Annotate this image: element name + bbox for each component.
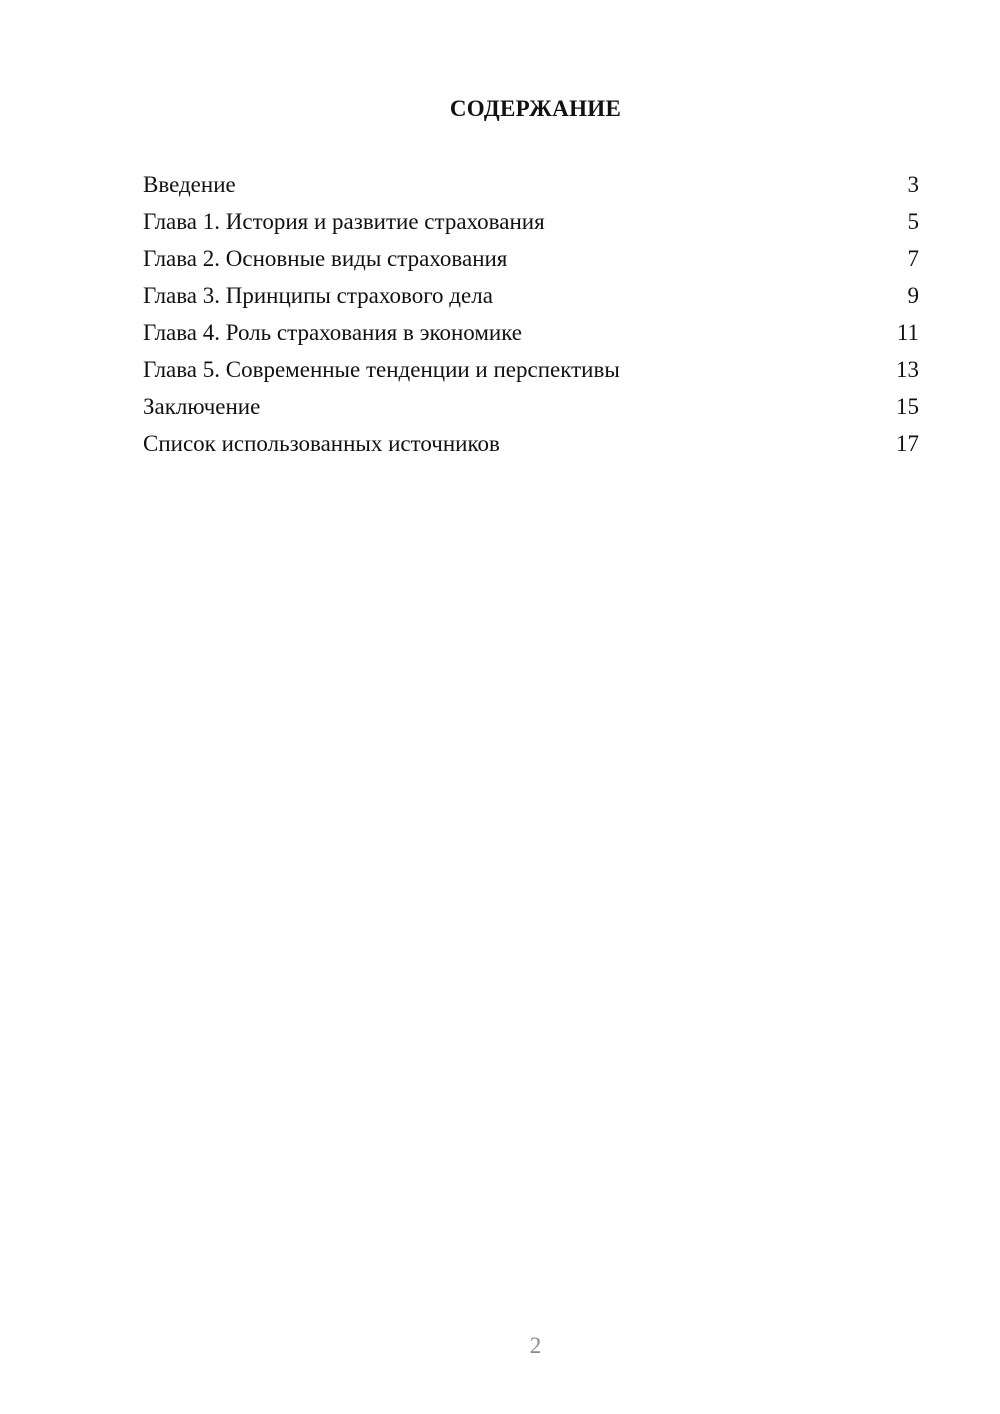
toc-entry-chapter-2 bbox=[143, 245, 919, 282]
page-number: 2 bbox=[529, 1333, 542, 1358]
toc-entry-label: Глава 3. Принципы страхового дела bbox=[143, 283, 493, 308]
toc-entry-conclusion bbox=[143, 393, 919, 430]
toc-entry-label: Глава 2. Основные виды страхования bbox=[143, 246, 508, 271]
toc-entry-chapter-4 bbox=[143, 319, 919, 356]
toc-entry-page: 11 bbox=[896, 320, 919, 345]
toc-entry-page: 5 bbox=[907, 209, 919, 234]
toc-entry-label: Введение bbox=[143, 172, 236, 197]
toc-entry-label: Глава 4. Роль страхования в экономике bbox=[143, 320, 523, 345]
toc-entry-chapter-1 bbox=[143, 208, 919, 245]
table-of-contents bbox=[143, 171, 919, 467]
toc-entry-page: 13 bbox=[896, 357, 919, 382]
toc-entry-label: Глава 5. Современные тенденции и перспективы bbox=[143, 357, 620, 382]
toc-entry-chapter-3 bbox=[143, 282, 919, 319]
toc-entry-label: Глава 1. История и развитие страхования bbox=[143, 209, 545, 234]
toc-entry-page: 7 bbox=[907, 246, 919, 271]
toc-entry-chapter-5 bbox=[143, 356, 919, 393]
toc-entry-page: 9 bbox=[907, 283, 919, 308]
toc-entry-page: 15 bbox=[896, 394, 919, 419]
toc-entry-references bbox=[143, 430, 919, 467]
page-title: СОДЕРЖАНИЕ bbox=[449, 96, 622, 121]
toc-entry-page: 3 bbox=[907, 172, 919, 197]
toc-entry-page: 17 bbox=[896, 431, 919, 456]
toc-entry-label: Заключение bbox=[143, 394, 261, 419]
toc-entry-introduction bbox=[143, 171, 919, 208]
toc-entry-label: Список использованных источников bbox=[143, 431, 500, 456]
